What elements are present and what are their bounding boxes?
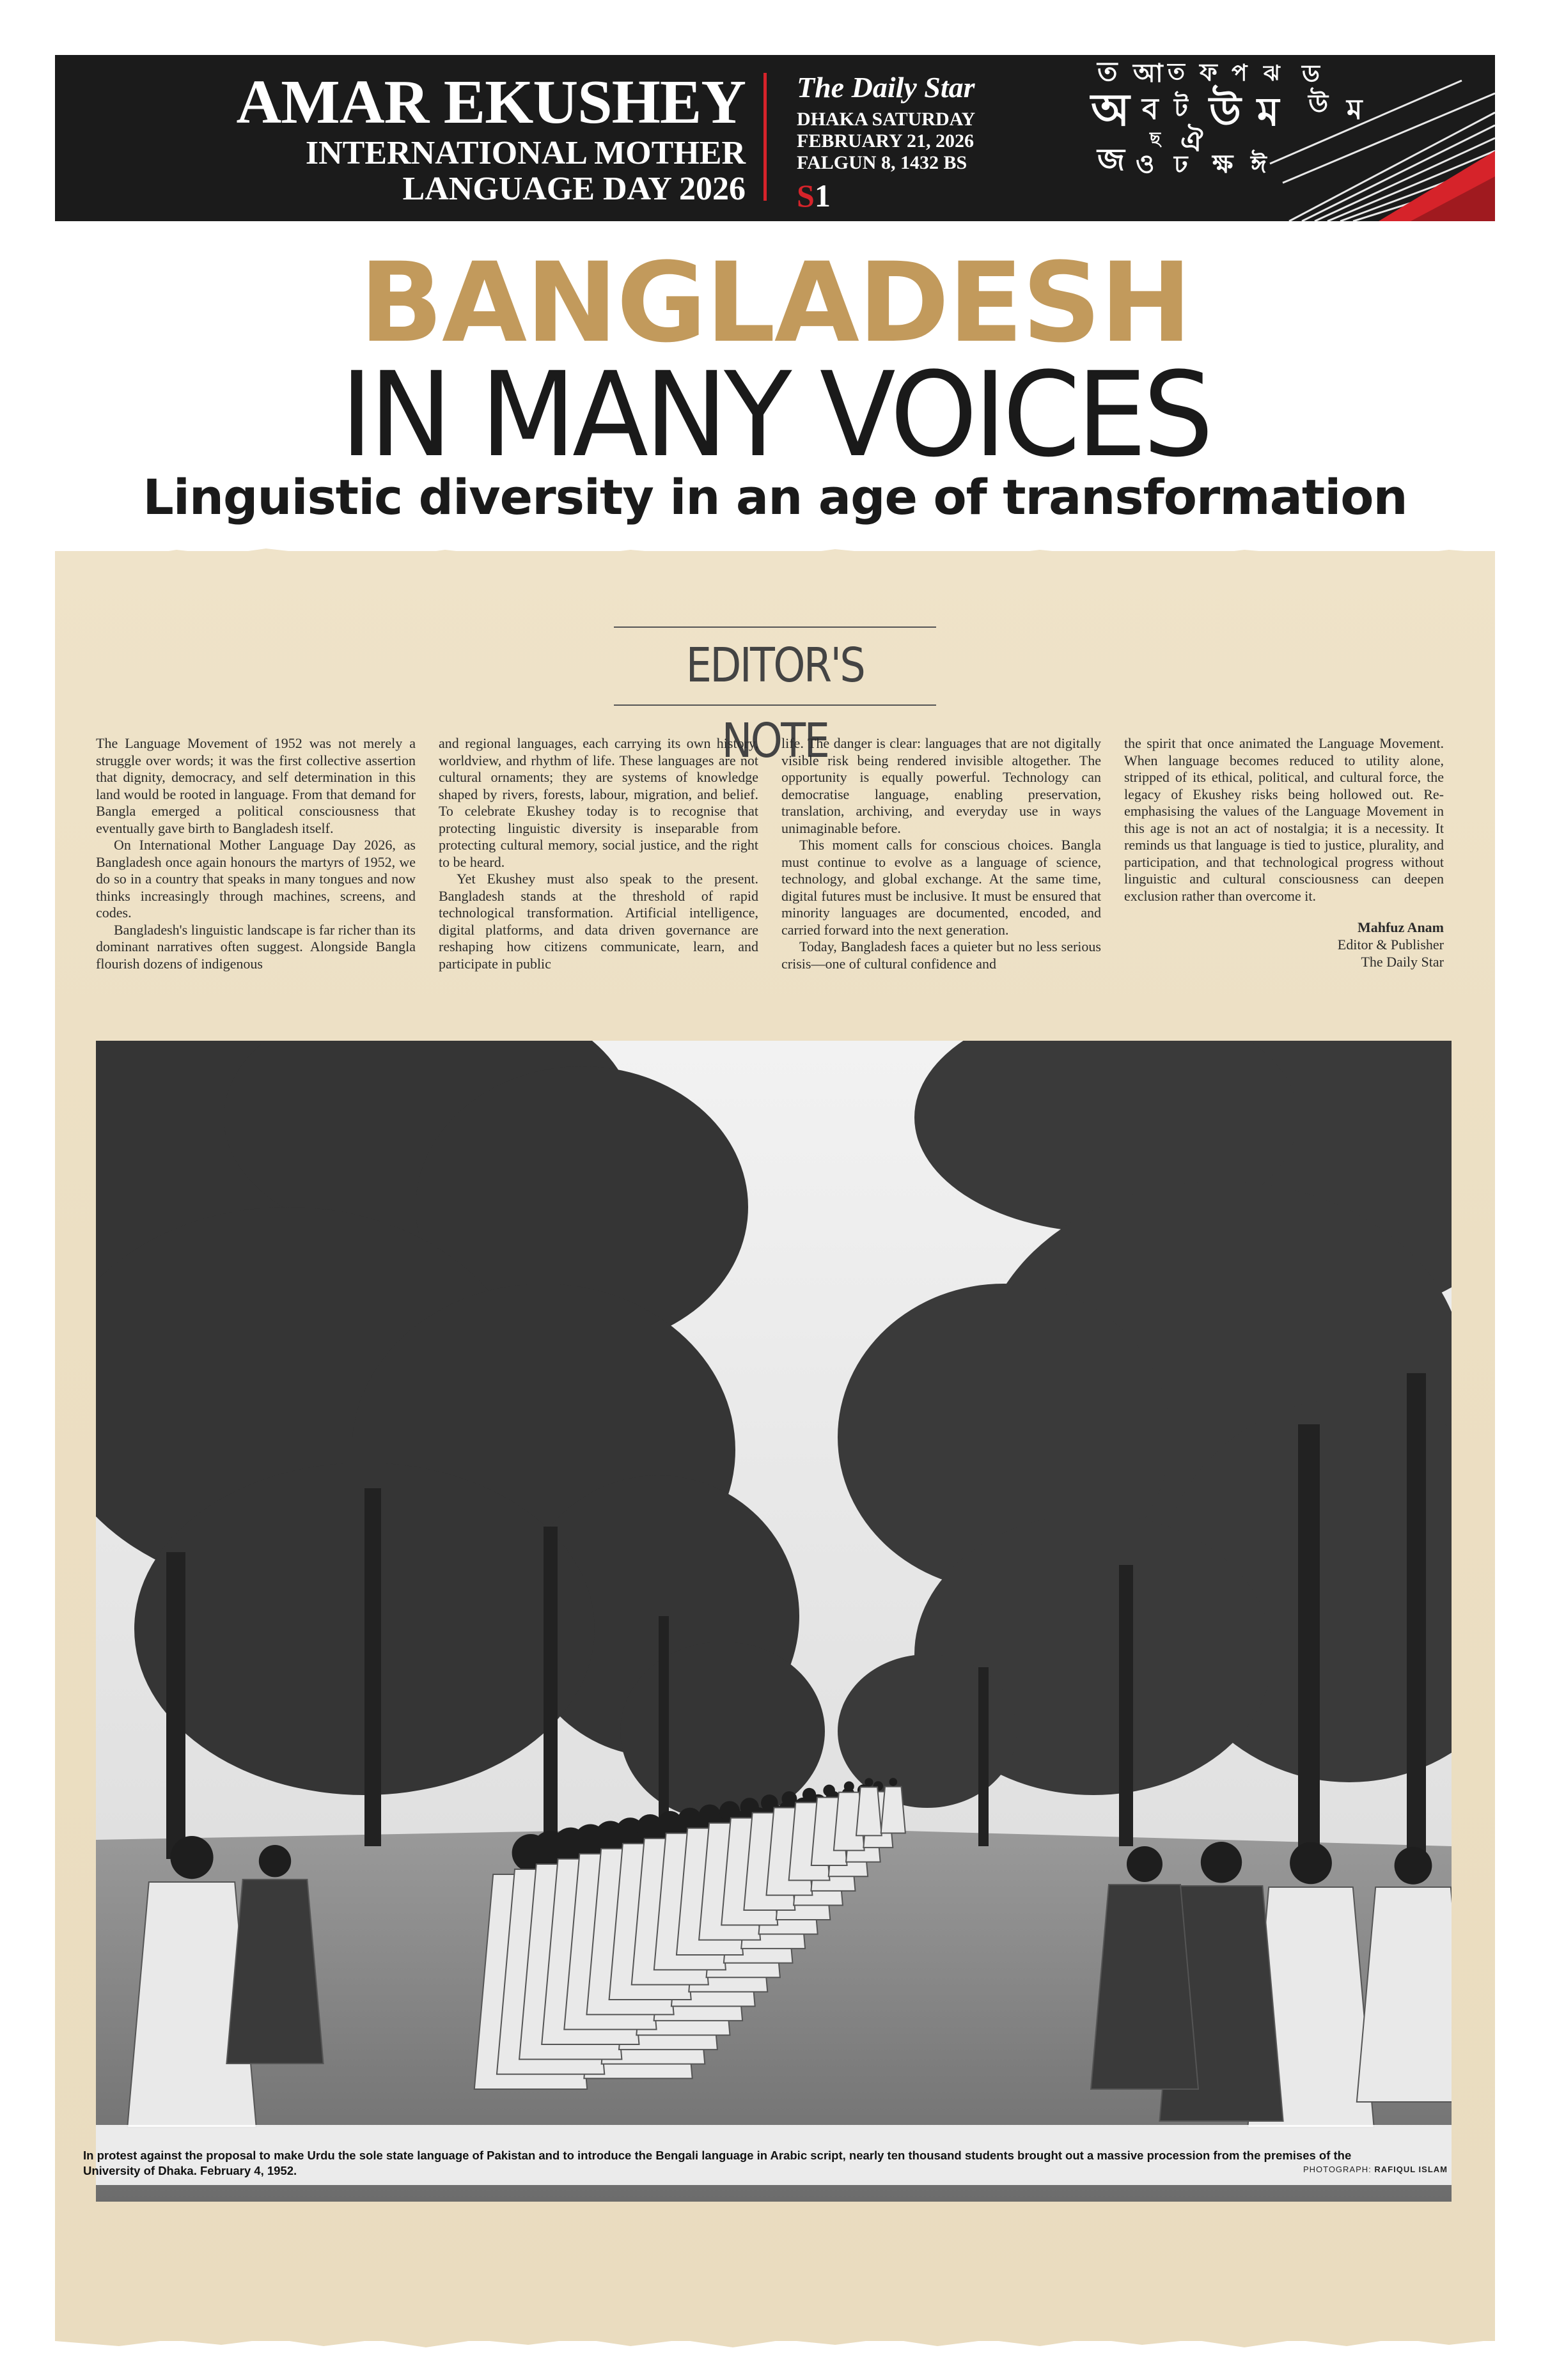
photo-caption: In protest against the proposal to make Urdu the sole state language of Pakistan and to introduce the Bengali language in Arabic script, nearly ten thousand students brought out a massive procession from the premises of the University of Dhaka. February 4, 1952. [83,2149,1352,2177]
masthead-paper-block [797,70,1065,214]
bangla-letter: ও [1136,150,1155,179]
article-column-3 [781,735,1101,972]
bangla-letter: অ [1091,84,1130,136]
editors-note-columns [96,735,1452,1004]
paragraph: The Language Movement of 1952 was not merely a struggle over words; it was the first collective assertion that dignity, democracy, and self determination in this land would be rooted in language. From that demand for Bangla emerged a political consciousness that eventually gave birth to Bangladesh itself. [96,735,416,836]
paragraph: Today, Bangladesh faces a quieter but no less serious crisis—one of cultural confidence and [781,938,1101,972]
editors-note-heading [614,626,936,768]
bangla-letter: ড [1302,59,1320,88]
page-number [797,178,1065,214]
masthead-subtitle-line1: INTERNATIONAL MOTHER [305,135,746,171]
masthead-subtitle-line2: LANGUAGE DAY 2026 [402,171,746,207]
bangla-letter: ম [1257,88,1280,135]
bangla-letter: প [1232,60,1248,86]
procession-figure [881,1778,905,1833]
headline-main: BANGLADESH [359,238,1191,367]
article-column-1 [96,735,416,972]
page-prefix: S [797,178,815,214]
bangla-letter: আ [1133,59,1163,88]
paragraph: Yet Ekushey must also speak to the present. Bangladesh stands at the threshold of rapid technological transformation. Artificial intelligence, digital platforms, and data driven governance are reshaping how citizens communicate, learn, and participate in public [439,871,758,972]
dateline-2: FEBRUARY 21, 2026 [797,130,975,152]
historic-procession-photo [96,1041,1452,2202]
article-column-2 [439,735,758,972]
masthead-banner [55,55,1495,221]
author-title: Editor & Publisher [1337,937,1444,953]
paragraph: This moment calls for conscious choices. Bangla must continue to evolve as a language of science, technology, and global exchange. At the same time, digital futures must be inclusive. It must be ensured that minority languages are documented, encoded, and carried forward into the next generation. [781,837,1101,938]
bangla-letter: ব [1142,91,1159,126]
paragraph: On International Mother Language Day 2026, as Bangladesh once again honours the martyrs of 1952, we do so in a country that speaks in many tongues and now thinks increasingly through machines, screens, and codes. [96,837,416,921]
bangla-letters-artwork [1078,55,1495,221]
article-column-4 [1124,735,1444,970]
bangla-letter: ম [1347,93,1363,126]
paragraph: life. The danger is clear: languages that are not digitally visible risk being rendered invisible altogether. The opportunity is equally powerful. Technology can democratise language, enabling preservation, translation, archiving, and everyday use in ways unimaginable before. [781,735,1101,836]
masthead-title-block [55,55,752,221]
bangla-letter: ঢ [1174,150,1188,178]
photo-credit [1303,2165,1448,2174]
bangla-letter: ঈ [1251,150,1267,178]
procession-figure [856,1778,882,1835]
masthead-title: AMAR EKUSHEY [236,68,746,137]
bangla-letter: উ [1308,89,1329,119]
bangla-letter: ট [1174,93,1188,123]
page-number-value: 1 [814,178,831,214]
photo-credit-name: RAFIQUL ISLAM [1374,2165,1448,2174]
bangla-letter: জ [1097,142,1125,178]
paragraph: the spirit that once animated the Language Movement. When language becomes reduced to utility alone, stripped of its ethical, political, and cultural force, the legacy of Ekushey risks being hollowed out. Re-emphasising the values of the Language Movement in this age is not an act of nostalgia; it is a necessity. It reminds us that language is tied to justice, plurality, and participation, and that technological progress without linguistic and cultural consciousness can deepen exclusion rather than overcome it. [1124,735,1444,904]
author-signoff [1124,919,1444,970]
bangla-letter: ছ [1150,128,1161,149]
bangla-letter: ফ [1200,58,1217,86]
headline-sub: IN MANY VOICES [340,346,1210,484]
dateline-1: DHAKA SATURDAY [797,109,976,130]
author-organization: The Daily Star [1361,954,1444,970]
bangla-letter: ক্ষ [1212,150,1233,179]
photo-credit-label: PHOTOGRAPH: [1303,2165,1372,2174]
bangla-letter: ত [1168,59,1186,85]
bangla-letter: উ [1209,88,1241,136]
paragraph: Bangladesh's linguistic landscape is far richer than its dominant narratives often suggest. Alongside Bangla flourish dozens of indigenous [96,921,416,972]
dateline-3: FALGUN 8, 1432 BS [797,152,967,173]
bangla-letter: ত [1097,56,1118,87]
editors-note-title: EDITOR'S NOTE [685,638,865,768]
bangla-letter: ঝ [1264,61,1280,86]
paper-logo: The Daily Star [797,71,975,104]
headline-deck: Linguistic diversity in an age of transformation [143,469,1407,525]
masthead-divider [763,73,767,201]
author-name: Mahfuz Anam [1357,919,1444,935]
bangla-letter: ঐ [1180,125,1203,158]
torn-paper-edge-bottom [55,2321,1495,2353]
paragraph: and regional languages, each carrying its own history, worldview, and rhythm of life. These languages are not cultural ornaments; they are systems of knowledge shaped by rivers, forests, labour, migration, and belief. To celebrate Ekushey today is to recognise that protecting linguistic diversity is inseparable from protecting cultural memory, social justice, and the right to be heard. [439,735,758,870]
